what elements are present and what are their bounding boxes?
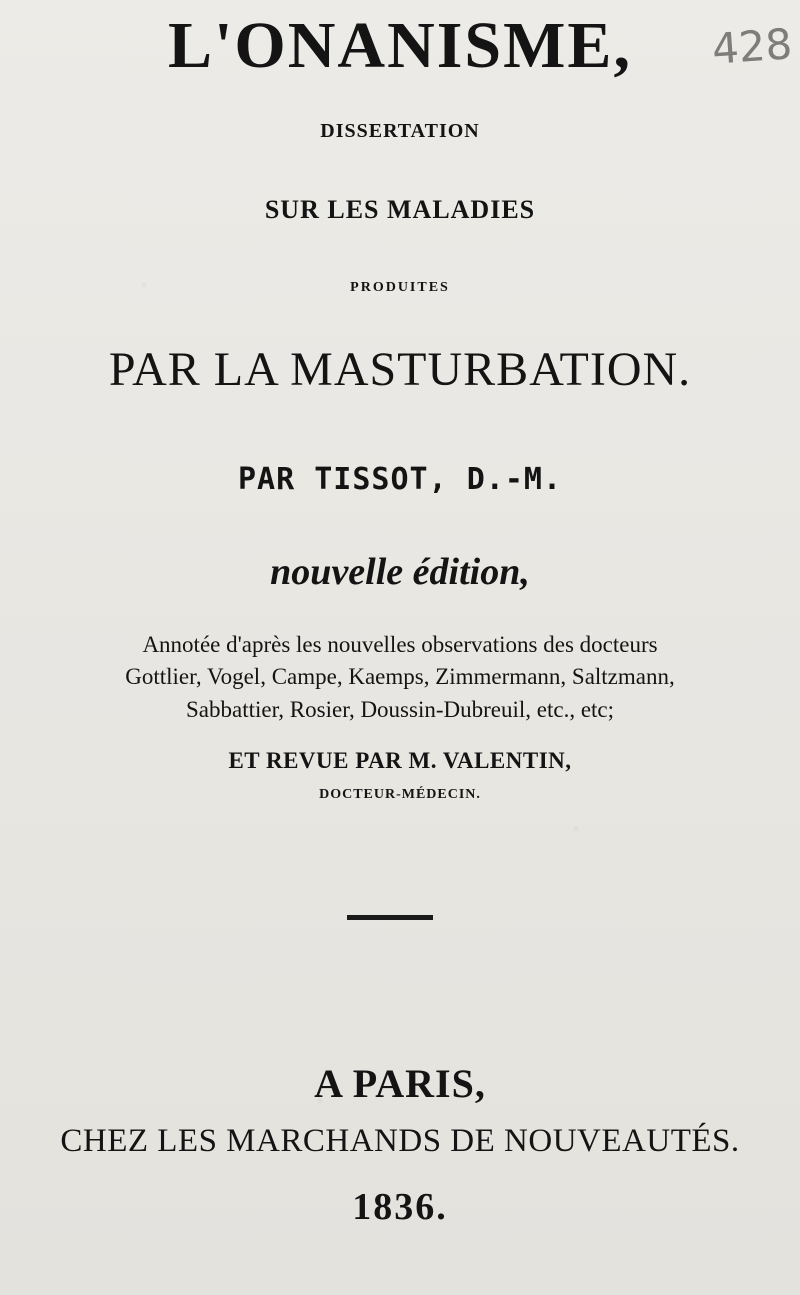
handwritten-shelf-number: 428 — [710, 19, 794, 74]
revised-by-line: ET REVUE PAR M. VALENTIN, — [228, 748, 572, 773]
reviser-title: DOCTEUR-MÉDECIN. — [319, 787, 481, 802]
book-title: L'ONANISME, — [168, 9, 632, 82]
place-of-publication: A PARIS, — [314, 1061, 486, 1106]
subtitle-produites: PRODUITES — [350, 280, 450, 295]
annotation-line: Annotée d'après les nouvelles observations des docteurs — [142, 632, 658, 657]
publisher-line: CHEZ LES MARCHANDS DE NOUVEAUTÉS. — [60, 1123, 740, 1159]
publication-year: 1836. — [352, 1186, 448, 1228]
annotation-line: Sabbattier, Rosier, Doussin-Dubreuil, etc., etc; — [185, 697, 615, 722]
subtitle-dissertation: DISSERTATION — [320, 120, 480, 142]
annotation-line: Gottlier, Vogel, Campe, Kaemps, Zimmermann, Saltzmann, — [125, 664, 675, 689]
subtitle-maladies: SUR LES MALADIES — [264, 195, 536, 224]
ornamental-rule — [347, 915, 433, 920]
subtitle-main-topic: PAR LA MASTURBATION. — [108, 343, 692, 396]
author-line: PAR TISSOT, D.-M. — [237, 462, 563, 497]
edition-line: nouvelle édition, — [270, 551, 530, 593]
